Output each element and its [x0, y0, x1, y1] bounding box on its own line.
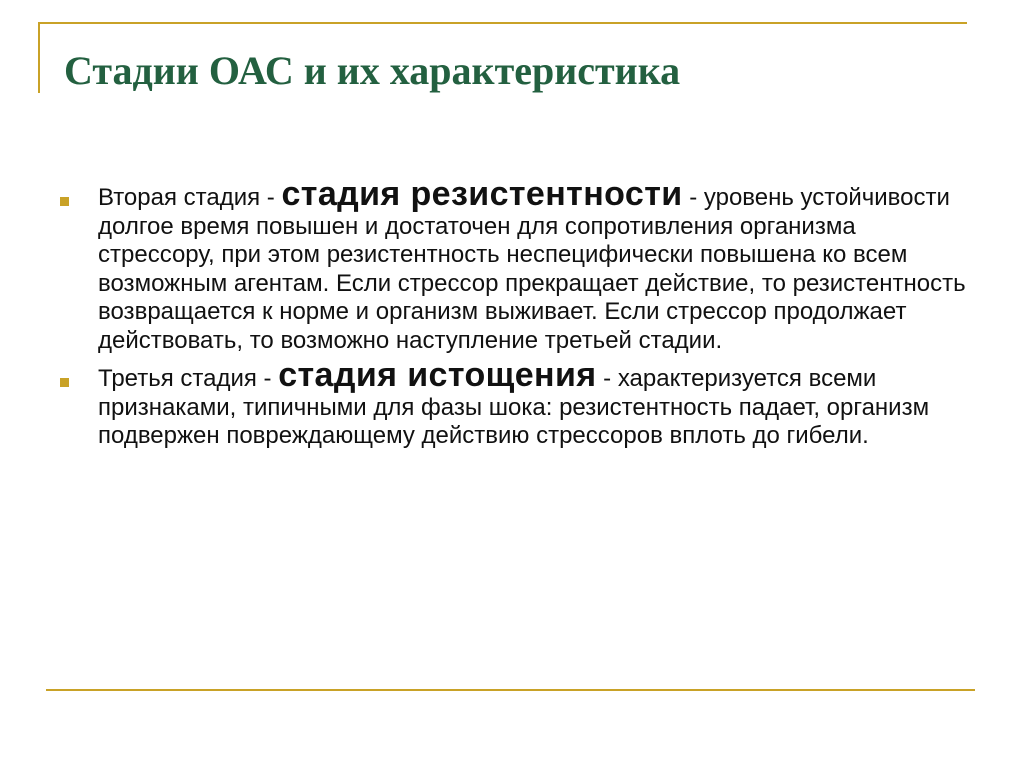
- bullet-text: - характеризуется всеми признаками, типичными для фазы шока: резистентность падает, организм подвержен повреждающему действию стрессоров вплоть до гибели.: [98, 365, 930, 449]
- slide-title: Стадии ОАС и их характеристика: [64, 48, 681, 93]
- bullet-lead: Третья стадия -: [98, 365, 279, 392]
- bullet-lead: Вторая стадия -: [98, 184, 282, 211]
- bullet-item-stage-2: [60, 175, 970, 355]
- bullet-term: стадия истощения: [278, 356, 597, 394]
- bullet-term: стадия резистентности: [281, 175, 683, 213]
- bullet-list: [60, 175, 970, 451]
- bullet-text: - уровень устойчивости долгое время повышен и достаточен для сопротивления организма стрессору, при этом резистентность неспецифически повышена ко всем возможным агентам. Если стрессор прекращает действие, то резистентность возвращается к норме и организм выживает. Если стрессор продолжает действовать, то возможно наступление третьей стадии.: [98, 184, 966, 354]
- bottom-divider-line: [46, 689, 975, 691]
- square-bullet-icon: [60, 378, 69, 387]
- bullet-item-stage-3: [60, 356, 970, 451]
- top-divider-line: [38, 22, 967, 24]
- square-bullet-icon: [60, 197, 69, 206]
- left-accent-line: [38, 22, 40, 93]
